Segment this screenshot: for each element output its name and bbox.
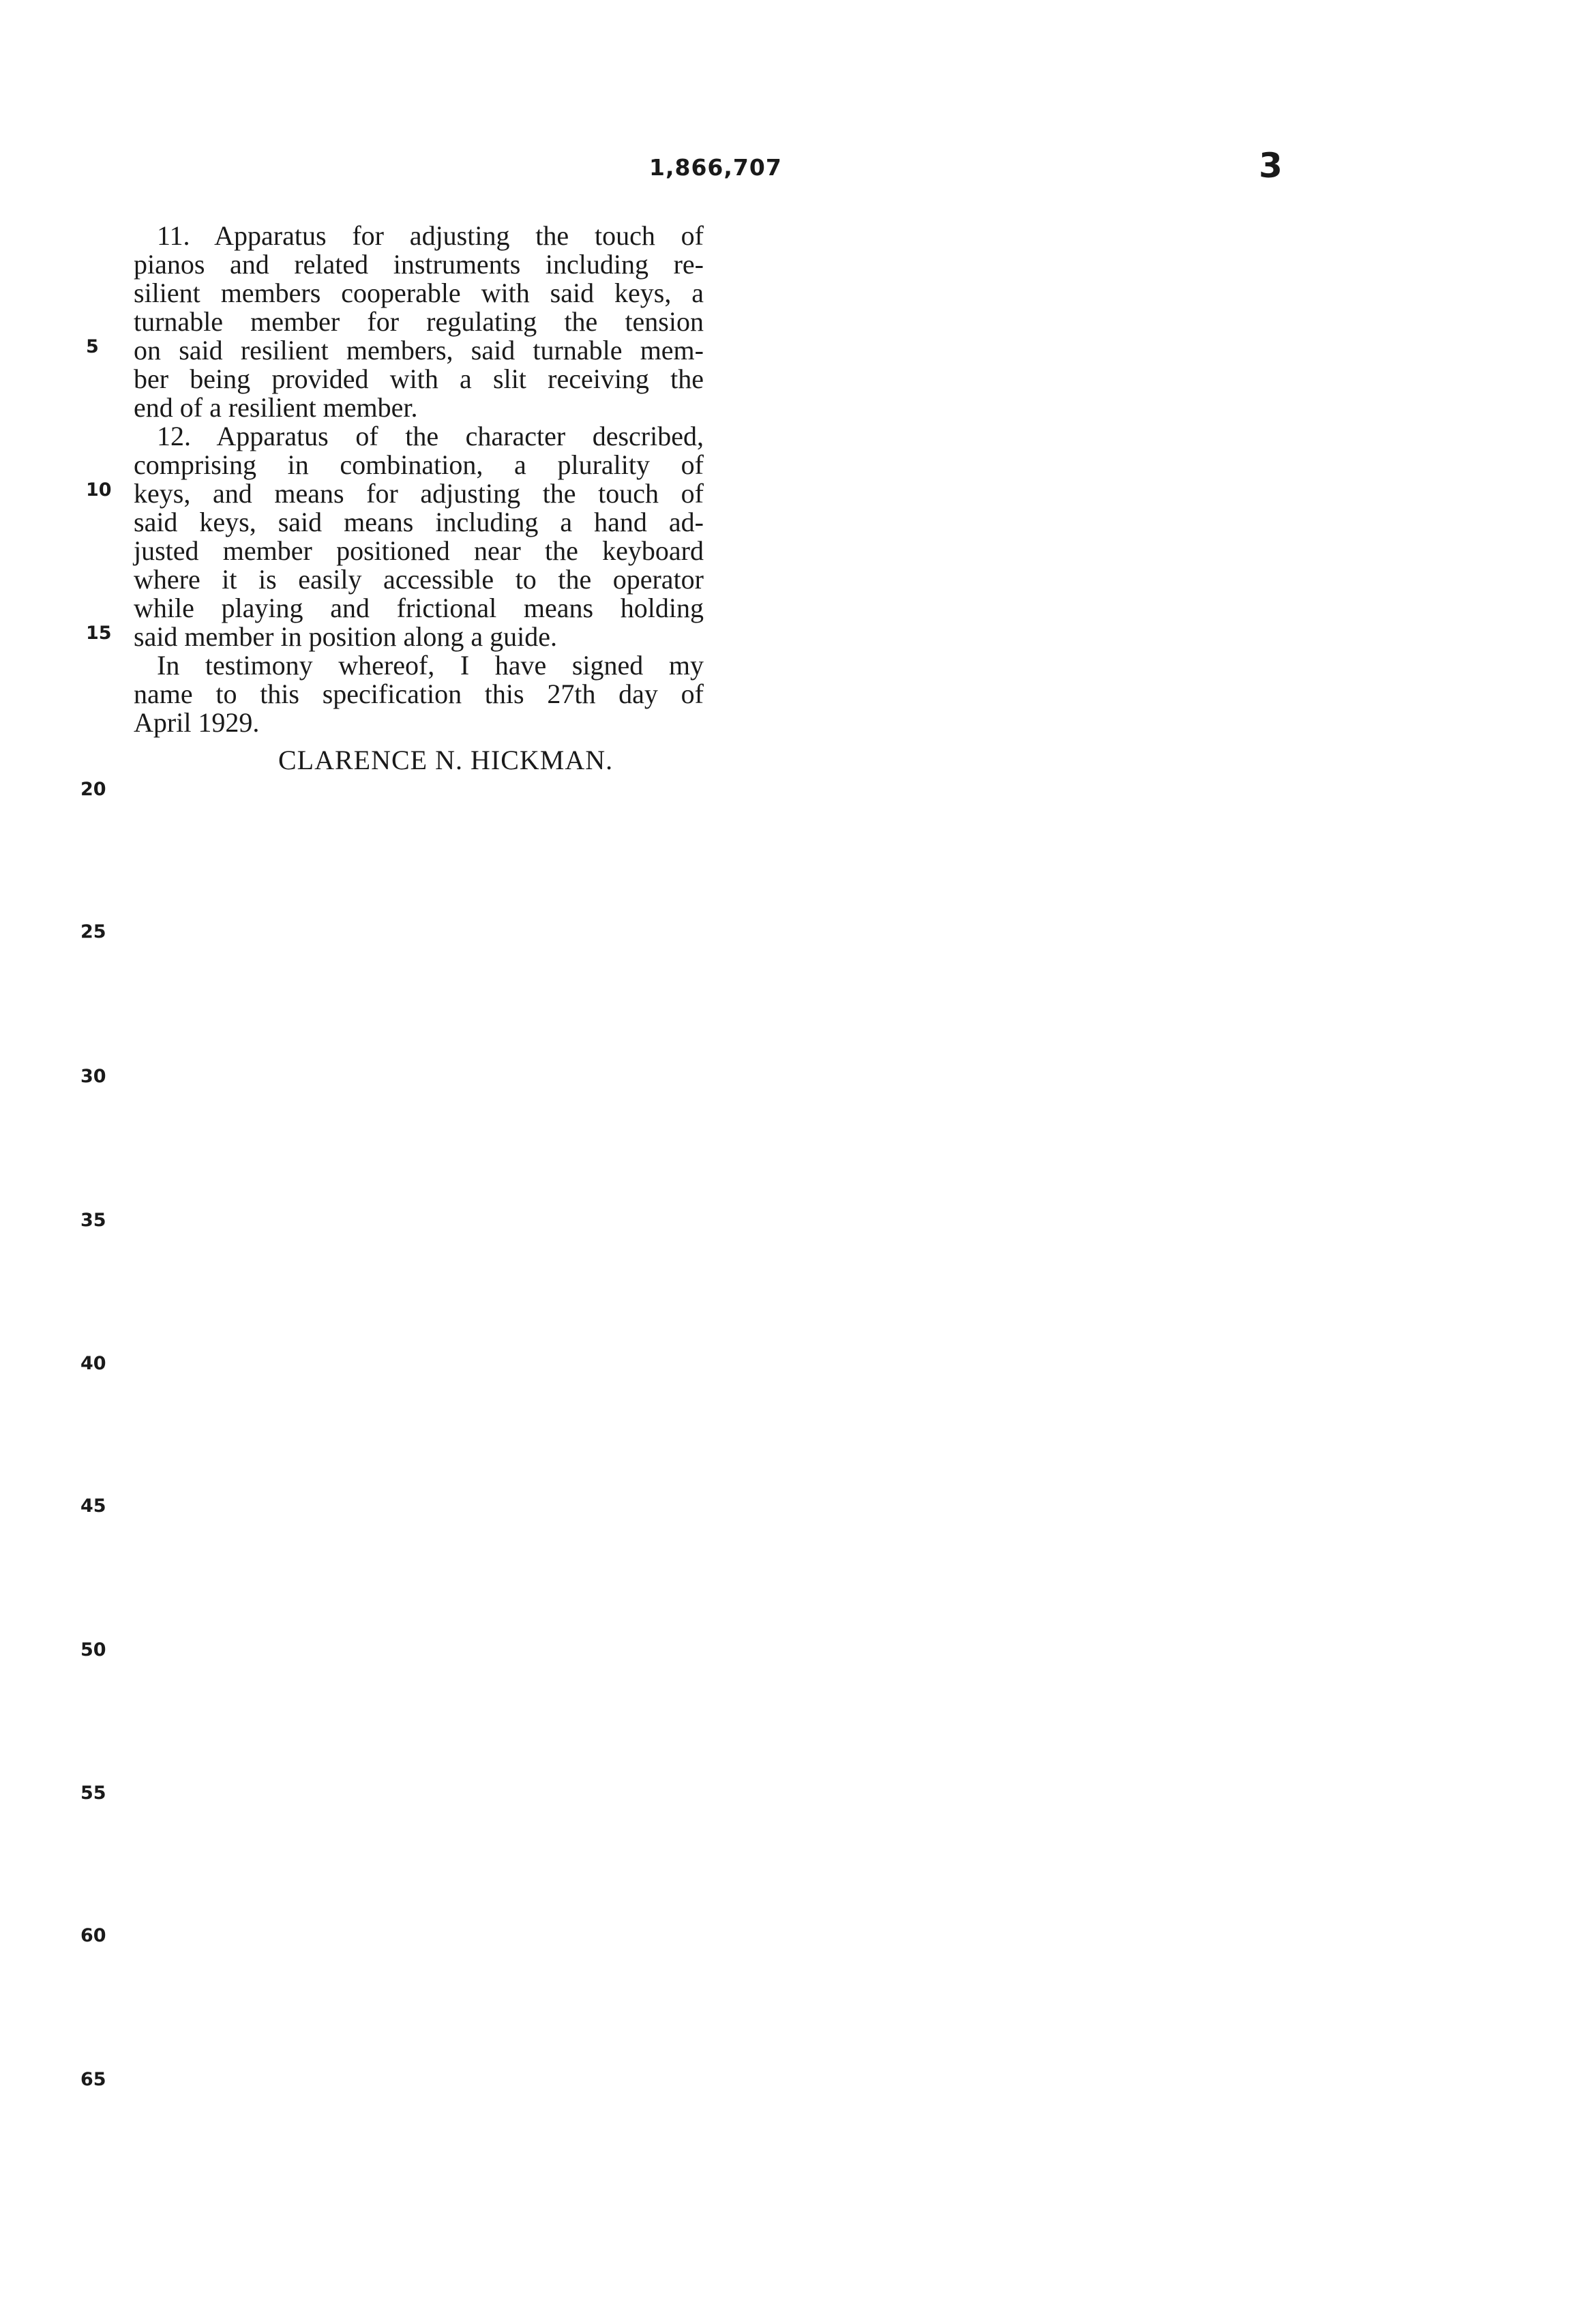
line-number: 45 (80, 1495, 106, 1517)
claim-12-line: where it is easily accessible to the operator (134, 564, 704, 595)
line-number: 40 (80, 1353, 106, 1374)
line-number: 10 (86, 479, 112, 501)
claim-11-line: end of a resilient member. (134, 392, 418, 423)
claim-12-line: while playing and frictional means holding (134, 593, 704, 623)
testimony-line: April 1929. (134, 707, 260, 738)
line-number: 55 (80, 1783, 106, 1804)
testimony-line: name to this specification this 27th day of (134, 679, 704, 709)
line-number: 35 (80, 1210, 106, 1231)
claim-11-line: on said resilient members, said turnable mem- (134, 335, 704, 366)
patent-number: 1,866,707 (649, 154, 782, 181)
inventor-signature: CLARENCE N. HICKMAN. (278, 745, 614, 775)
claim-11-line: pianos and related instruments including re- (134, 249, 704, 280)
testimony-line: In testimony whereof, I have signed my (157, 650, 704, 681)
line-number: 30 (80, 1066, 106, 1087)
line-number: 25 (80, 921, 106, 942)
claim-11-line: ber being provided with a slit receiving the (134, 363, 704, 394)
claim-11-line: 11. Apparatus for adjusting the touch of (157, 220, 704, 251)
claim-12-line: keys, and means for adjusting the touch of (134, 478, 704, 509)
claim-12-line: justed member positioned near the keyboard (134, 535, 704, 566)
line-number: 20 (80, 779, 106, 800)
claim-12-line: said member in position along a guide. (134, 621, 557, 652)
claims-text-column (134, 222, 704, 737)
line-number: 5 (86, 336, 99, 357)
claim-12-line: 12. Apparatus of the character described, (157, 421, 704, 451)
claim-11-line: silient members cooperable with said keys, a (134, 278, 704, 308)
line-number: 60 (80, 1925, 106, 1946)
line-number: 15 (86, 623, 112, 644)
claim-12-line: said keys, said means including a hand ad- (134, 507, 704, 537)
line-number: 50 (80, 1639, 106, 1660)
claim-11-line: turnable member for regulating the tension (134, 306, 704, 337)
claim-12-line: comprising in combination, a plurality of (134, 449, 704, 480)
page-number: 3 (1259, 146, 1283, 185)
line-number: 65 (80, 2069, 106, 2090)
